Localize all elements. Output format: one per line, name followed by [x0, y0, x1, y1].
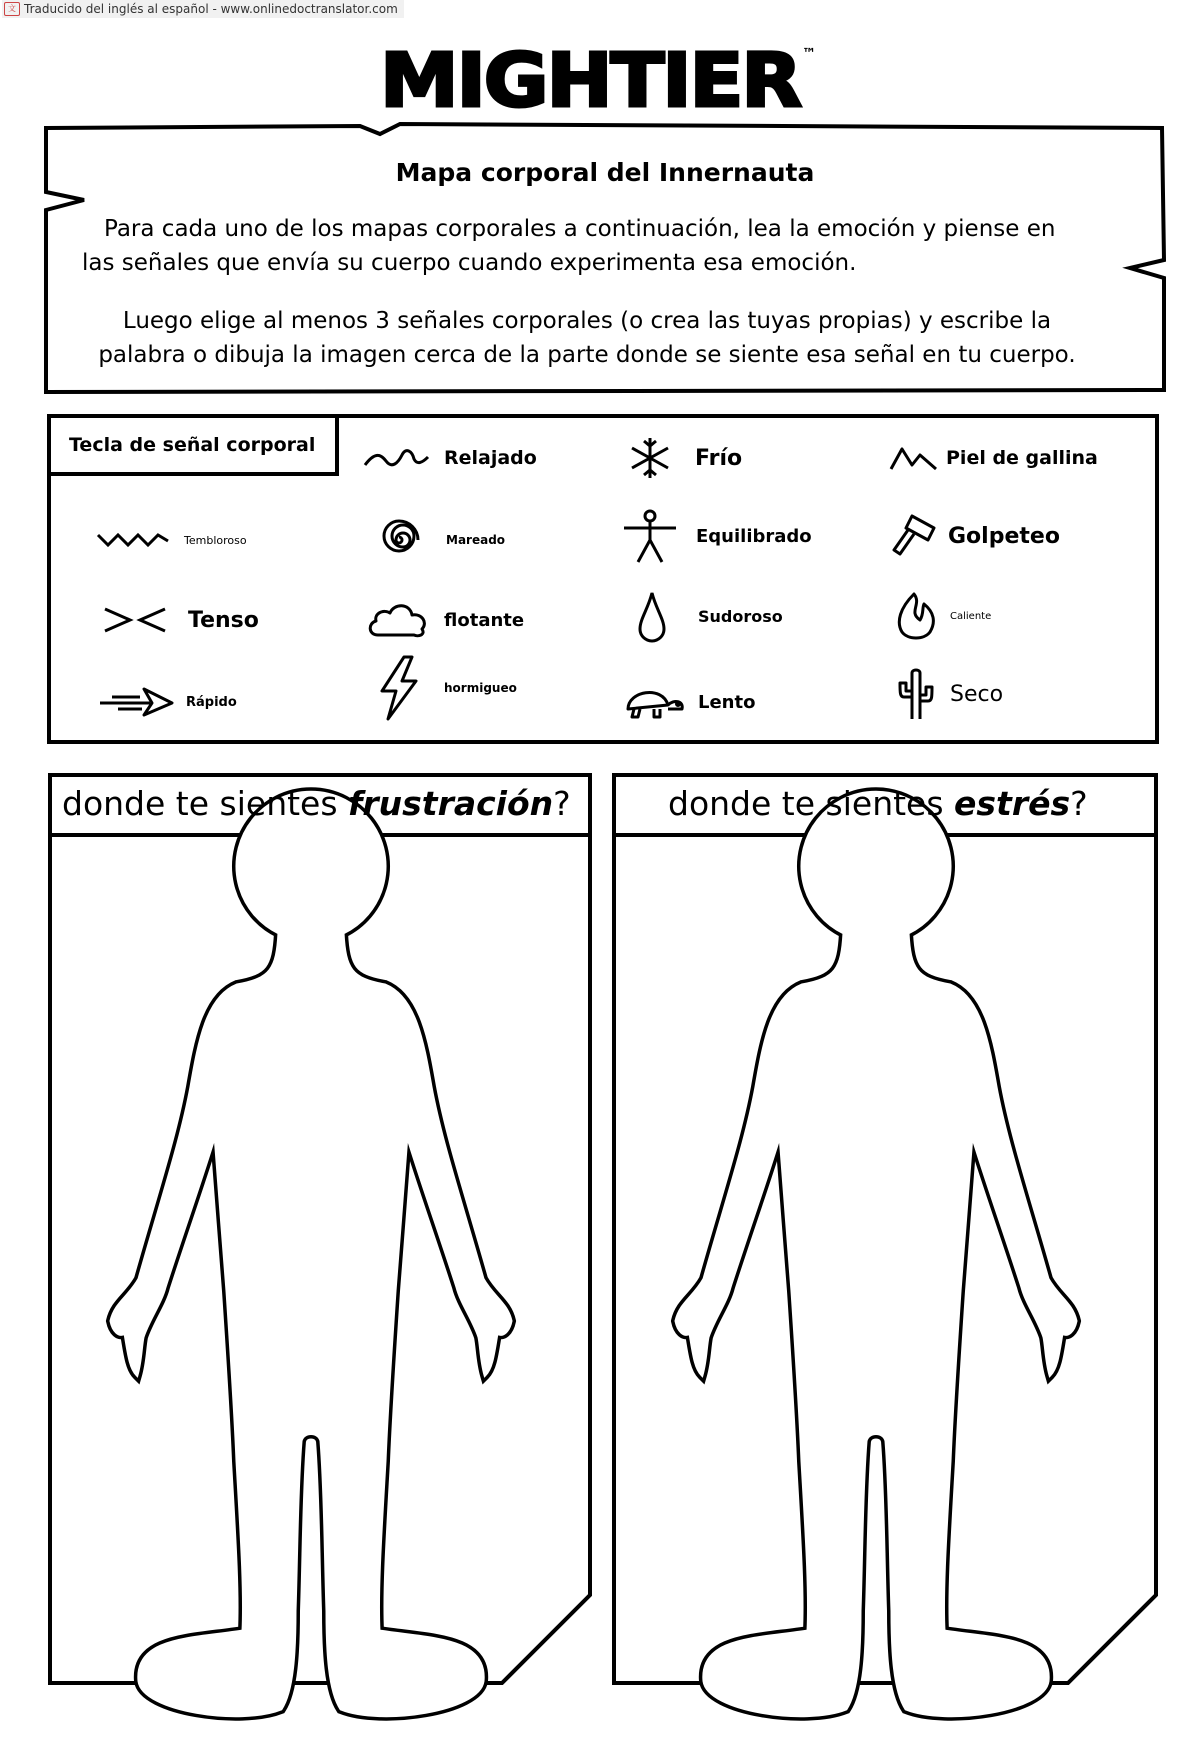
key-label: Rápido [186, 694, 237, 710]
panel-frustration-header [62, 784, 571, 823]
key-label: Lento [698, 691, 756, 713]
key-label: Golpeteo [948, 523, 1060, 549]
translator-banner-text: Traducido del inglés al español - www.onlinedoctranslator.com [24, 2, 398, 16]
key-label: hormigueo [444, 681, 517, 695]
key-label: Sudoroso [698, 606, 783, 626]
intro-paragraph-2: Luego elige al menos 3 señales corporales (o crea las tuyas propias) y escribe la palabra o dibuja la imagen cerca de la parte donde se siente esa señal en tu cuerpo. [98, 308, 1076, 368]
panel-suffix: ? [553, 784, 571, 823]
logo-text: MIGHTIER [380, 38, 802, 116]
panel-stress [614, 775, 1156, 1716]
translate-icon: 文 [4, 2, 20, 16]
key-label: Piel de gallina [946, 447, 1098, 469]
key-label: Tenso [188, 607, 259, 633]
panel-prefix: donde te sientes [668, 784, 955, 823]
panel-emotion: frustración [348, 784, 554, 823]
panel-emotion: estrés [954, 784, 1071, 823]
panel-stress-header [668, 784, 1088, 823]
key-label: Seco [950, 681, 1004, 707]
panel-prefix: donde te sientes [62, 784, 349, 823]
key-label: Caliente [950, 610, 992, 622]
key-label: Equilibrado [696, 525, 812, 547]
intro-paragraph-1: Para cada uno de los mapas corporales a continuación, lea la emoción y piense en las señales que envía su cuerpo cuando experimenta esa emoción. [82, 216, 1056, 276]
key-label: Tembloroso [184, 533, 247, 547]
key-label: Mareado [446, 533, 506, 547]
key-label: Frío [695, 445, 743, 471]
trademark-mark: ™ [802, 46, 816, 62]
panel-suffix: ? [1070, 784, 1088, 823]
key-label: Relajado [444, 447, 537, 469]
key-label: flotante [444, 609, 525, 631]
panel-frustration [50, 775, 590, 1716]
intro-title: Mapa corporal del Innernauta [395, 158, 815, 187]
signal-key-title: Tecla de señal corporal [47, 414, 339, 476]
